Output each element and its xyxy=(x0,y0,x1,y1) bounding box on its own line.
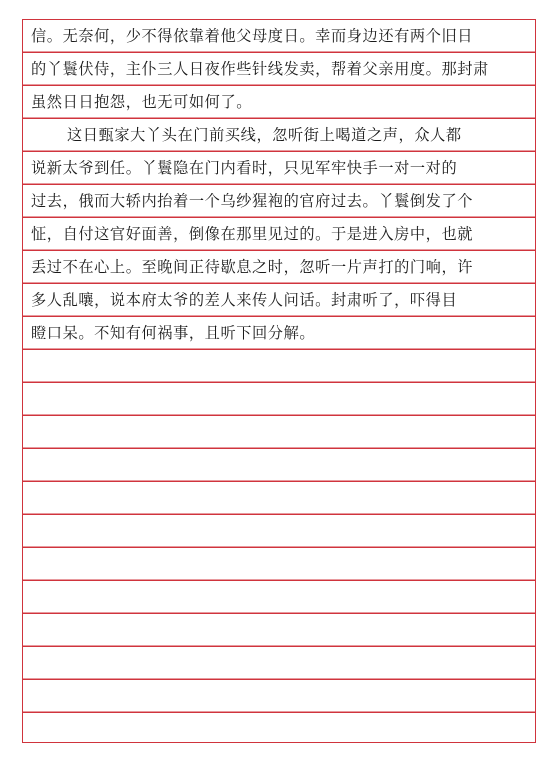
text-line: 过去，俄而大轿内抬着一个乌纱猩袍的官府过去。丫鬟倒发了个 xyxy=(31,192,474,210)
text-line: 说新太爷到任。丫鬟隐在门内看时，只见军牢快手一对一对的 xyxy=(31,159,458,177)
lined-paper xyxy=(22,19,536,743)
text-line: 多人乱嚷，说本府太爷的差人来传人问话。封肃听了，吓得目 xyxy=(31,291,458,309)
text-line: 丢过不在心上。至晚间正待歇息之时，忽听一片声打的门响，许 xyxy=(31,258,474,276)
text-line: 信。无奈何，少不得依靠着他父母度日。幸而身边还有两个旧日 xyxy=(31,27,474,45)
text-line: 虽然日日抱怨，也无可如何了。 xyxy=(31,93,253,111)
text-line: 瞪口呆。不知有何祸事，且听下回分解。 xyxy=(31,324,316,342)
text-line-paragraph-start: 这日甄家大丫头在门前买线，忽听街上喝道之声，众人都 xyxy=(67,126,462,144)
text-line: 怔，自付这官好面善，倒像在那里见过的。于是进入房中，也就 xyxy=(31,225,474,243)
text-line: 的丫鬟伏侍，主仆三人日夜作些针线发卖，帮着父亲用度。那封肃 xyxy=(31,60,489,78)
